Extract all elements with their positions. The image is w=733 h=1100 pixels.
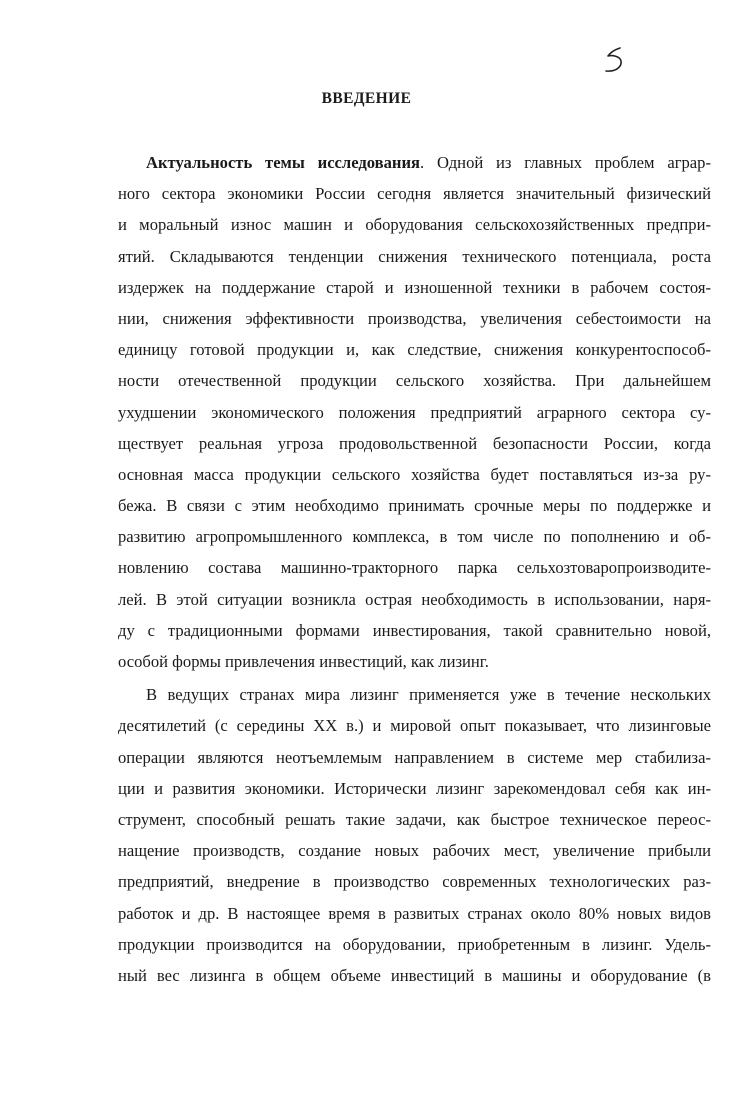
text-line: лей. В этой ситуации возникла острая необходимость в использовании, наря- [118, 589, 711, 609]
text-line-rest: . Одной из главных проблем аграр- [420, 153, 711, 172]
text-line: ду с традиционными формами инвестирования, такой сравнительно новой, [118, 620, 711, 640]
text-line: особой формы привлечения инвестиций, как лизинг. [118, 652, 489, 671]
text-line: ществует реальная угроза продовольственной безопасности России, когда [118, 433, 711, 453]
section-heading: ВВЕДЕНИЕ [321, 90, 412, 107]
text-line: ного сектора экономики России сегодня является значительный физический [118, 184, 711, 204]
text-line: издержек на поддержание старой и изношенной техники в рабочем состоя- [118, 277, 711, 297]
text-line [118, 147, 711, 178]
text-line: предприятий, внедрение в производство современных технологических раз- [118, 872, 711, 892]
text-line: и моральный износ машин и оборудования сельскохозяйственных предпри- [118, 215, 711, 235]
text-line: ный вес лизинга в общем объеме инвестиций в машины и оборудование (в [118, 965, 711, 985]
text-line: единицу готовой продукции и, как следствие, снижения конкурентоспособ- [118, 340, 711, 360]
text-line: бежа. В связи с этим необходимо принимать срочные меры по поддержке и [118, 496, 711, 516]
text-line: десятилетий (с середины XX в.) и мировой опыт показывает, что лизинговые [118, 716, 711, 736]
text-line: новлению состава машинно-тракторного парка сельхозтоваропроизводите- [118, 558, 711, 578]
text-line: работок и др. В настоящее время в развитых странах около 80% новых видов [118, 903, 711, 923]
handwritten-page-number [600, 44, 630, 78]
text-line: нащение производств, создание новых рабочих мест, увеличение прибыли [118, 841, 711, 861]
text-line: нии, снижения эффективности производства, увеличения себестоимости на [118, 308, 711, 328]
text-line: продукции производится на оборудовании, приобретенным в лизинг. Удель- [118, 934, 711, 954]
text-line: ции и развития экономики. Исторически лизинг зарекомендовал себя как ин- [118, 778, 711, 798]
text-line: ности отечественной продукции сельского хозяйства. При дальнейшем [118, 371, 711, 391]
text-line: В ведущих странах мира лизинг применяется уже в течение нескольких [146, 685, 711, 705]
text-line: основная масса продукции сельского хозяйства будет поставляться из-за ру- [118, 464, 711, 484]
text-line: операции являются неотъемлемым направлением в системе мер стабилиза- [118, 747, 711, 767]
handwritten-five-mark [600, 44, 630, 78]
text-line: развитию агропромышленного комплекса, в том числе по пополнению и об- [118, 527, 711, 547]
text-line: струмент, способный решать такие задачи, как быстрое техническое переос- [118, 809, 711, 829]
text-line: ухудшении экономического положения предприятий аграрного сектора су- [118, 402, 711, 422]
text-line: ятий. Складываются тенденции снижения технического потенциала, роста [118, 246, 711, 266]
body-text [118, 147, 711, 991]
paragraph-lead: Актуальность темы исследования [146, 153, 421, 172]
